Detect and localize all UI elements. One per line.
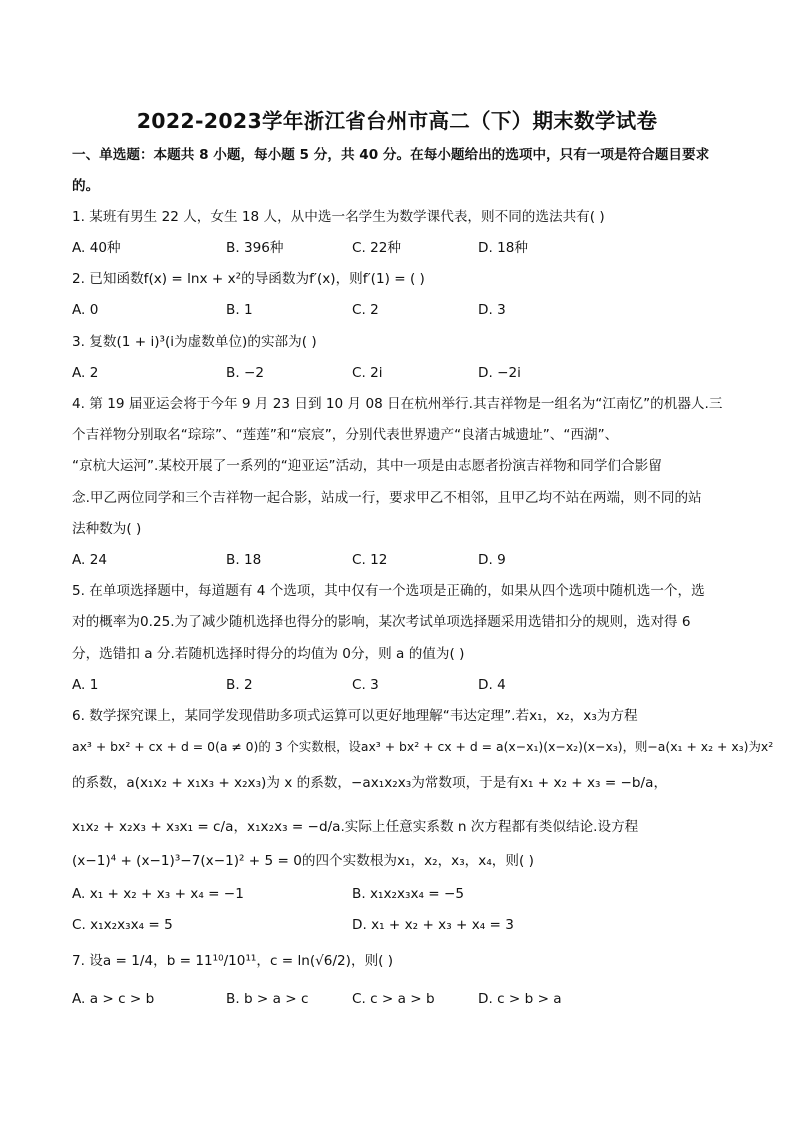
question-4-option-a: A. 24 xyxy=(72,552,107,568)
question-7-option-d: D. c > b > a xyxy=(478,991,562,1007)
question-1-option-b: B. 396种 xyxy=(226,240,284,256)
question-2-option-c: C. 2 xyxy=(352,302,379,318)
question-5-line2: 对的概率为0.25.为了减少随机选择也得分的影响，某次考试单项选择题采用选错扣分的规则，选对得 6 xyxy=(72,614,691,630)
question-4-line4: 念.甲乙两位同学和三个吉祥物一起合影，站成一行，要求甲乙不相邻，且甲乙均不站在两端，则不同的站 xyxy=(72,490,702,506)
question-6-line3: 的系数，a(x₁x₂ + x₁x₃ + x₂x₃)为 x 的系数，−ax₁x₂x₃为常数项，于是有x₁ + x₂ + x₃ = −b/a， xyxy=(72,775,668,791)
question-2-option-d: D. 3 xyxy=(478,302,506,318)
question-5-option-a: A. 1 xyxy=(72,677,99,693)
question-3-stem: 3. 复数(1 + i)³(i为虚数单位)的实部为( ) xyxy=(72,334,317,350)
question-4-option-b: B. 18 xyxy=(226,552,262,568)
question-2-option-a: A. 0 xyxy=(72,302,99,318)
question-4-line5: 法种数为( ) xyxy=(72,521,142,537)
question-6-line1: 6. 数学探究课上，某同学发现借助多项式运算可以更好地理解“韦达定理”.若x₁，x₂，x₃为方程 xyxy=(72,708,638,724)
question-5-option-c: C. 3 xyxy=(352,677,379,693)
question-3-option-d: D. −2i xyxy=(478,365,521,381)
question-6-line5: (x−1)⁴ + (x−1)³−7(x−1)² + 5 = 0的四个实数根为x₁，x₂，x₃，x₄，则( ) xyxy=(72,853,534,869)
question-2-option-b: B. 1 xyxy=(226,302,253,318)
question-6-line4: x₁x₂ + x₂x₃ + x₃x₁ = c/a，x₁x₂x₃ = −d/a.实际上任意实系数 n 次方程都有类似结论.设方程 xyxy=(72,819,639,835)
question-3-option-a: A. 2 xyxy=(72,365,99,381)
question-5-line1: 5. 在单项选择题中，每道题有 4 个选项，其中仅有一个选项是正确的，如果从四个选项中随机选一个，选 xyxy=(72,583,705,599)
section-heading-line1: 一、单选题：本题共 8 小题，每小题 5 分，共 40 分。在每小题给出的选项中，只有一项是符合题目要求 xyxy=(72,147,710,163)
question-5-line3: 分，选错扣 a 分.若随机选择时得分的均值为 0分，则 a 的值为( ) xyxy=(72,646,465,662)
question-4-line1: 4. 第 19 届亚运会将于今年 9 月 23 日到 10 月 08 日在杭州举行.其吉祥物是一组名为“江南忆”的机器人.三 xyxy=(72,396,723,412)
question-6-option-b: B. x₁x₂x₃x₄ = −5 xyxy=(352,886,465,902)
question-1-option-c: C. 22种 xyxy=(352,240,402,256)
question-7-stem: 7. 设a = 1/4，b = 11¹⁰/10¹¹，c = ln(√6/2)，则( ) xyxy=(72,953,394,969)
question-7-option-c: C. c > a > b xyxy=(352,991,435,1007)
question-6-option-a: A. x₁ + x₂ + x₃ + x₄ = −1 xyxy=(72,886,244,902)
question-5-option-b: B. 2 xyxy=(226,677,253,693)
question-3-option-c: C. 2i xyxy=(352,365,383,381)
question-1-option-a: A. 40种 xyxy=(72,240,121,256)
question-6-line2: ax³ + bx² + cx + d = 0(a ≠ 0)的 3 个实数根，设ax³ + bx² + cx + d = a(x−x₁)(x−x₂)(x−x₃)，则−a(x₁ + x₂ + x₃)为x² xyxy=(72,739,774,754)
question-4-option-d: D. 9 xyxy=(478,552,506,568)
question-7-option-a: A. a > c > b xyxy=(72,991,155,1007)
section-heading-line2: 的。 xyxy=(72,178,100,194)
page-title: 2022-2023学年浙江省台州市高二（下）期末数学试卷 xyxy=(136,109,658,133)
question-7-option-b: B. b > a > c xyxy=(226,991,309,1007)
question-1-option-d: D. 18种 xyxy=(478,240,529,256)
question-5-option-d: D. 4 xyxy=(478,677,506,693)
question-3-option-b: B. −2 xyxy=(226,365,265,381)
question-4-option-c: C. 12 xyxy=(352,552,388,568)
question-6-option-c: C. x₁x₂x₃x₄ = 5 xyxy=(72,917,173,933)
question-4-line3: “京杭大运河”.某校开展了一系列的“迎亚运”活动，其中一项是由志愿者扮演吉祥物和同学们合影留 xyxy=(72,458,662,474)
question-6-option-d: D. x₁ + x₂ + x₃ + x₄ = 3 xyxy=(352,917,514,933)
question-4-line2: 个吉祥物分别取名“琮琮”、“莲莲”和“宸宸”，分别代表世界遗产“良渚古城遗址”、“西湖”、 xyxy=(72,427,619,443)
question-2-stem: 2. 已知函数f(x) = lnx + x²的导函数为f′(x)，则f′(1) = ( ) xyxy=(72,271,425,287)
question-1-stem: 1. 某班有男生 22 人，女生 18 人，从中选一名学生为数学课代表，则不同的选法共有( ) xyxy=(72,209,605,225)
